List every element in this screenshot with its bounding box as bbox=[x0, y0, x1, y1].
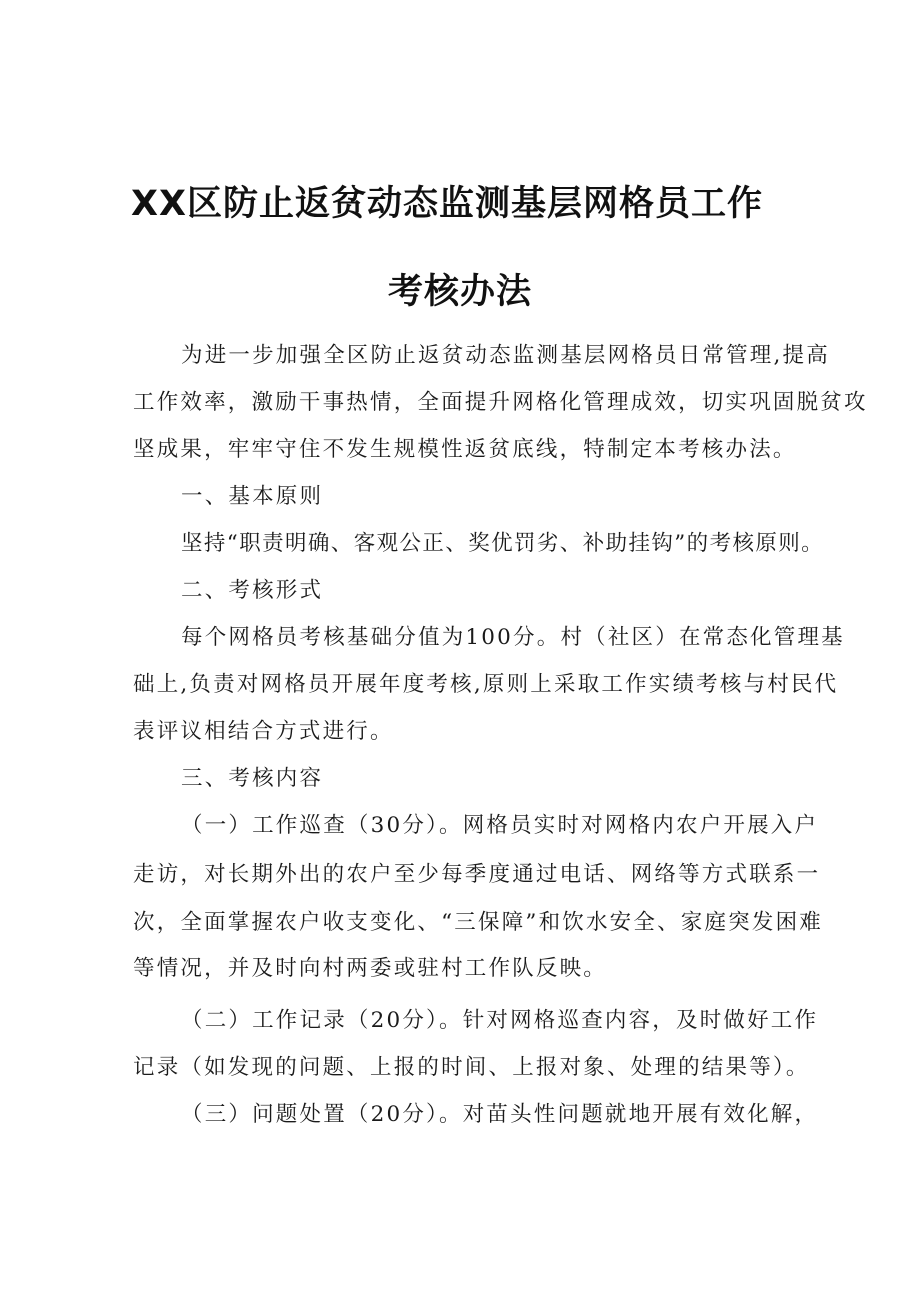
section-1-line-1: 坚持“职责明确、客观公正、奖优罚劣、补助挂钩”的考核原则。 bbox=[181, 531, 825, 556]
section-3-heading: 三、考核内容 bbox=[181, 766, 324, 791]
section-3-item-1-line-4: 等情况，并及时向村两委或驻村工作队反映。 bbox=[133, 956, 608, 981]
document-title-line-1: XX区防止返贫动态监测基层网格员工作 bbox=[131, 184, 763, 224]
section-3-item-1-line-3: 次，全面掌握农户收支变化、“三保障”和饮水安全、家庭突发困难 bbox=[133, 910, 823, 935]
section-2-line-1: 每个网格员考核基础分值为100分。村（社区）在常态化管理基 bbox=[181, 625, 845, 650]
section-2-line-2: 础上,负责对网格员开展年度考核,原则上采取工作实绩考核与村民代 bbox=[133, 672, 839, 697]
section-3-item-2-line-2: 记录（如发现的问题、上报的时间、上报对象、处理的结果等）。 bbox=[133, 1055, 810, 1080]
section-2-heading: 二、考核形式 bbox=[181, 578, 324, 603]
intro-line-1: 为进一步加强全区防止返贫动态监测基层网格员日常管理,提高 bbox=[181, 343, 830, 368]
section-3-item-2-line-1: （二）工作记录（20分）。针对网格巡查内容，及时做好工作 bbox=[181, 1008, 819, 1033]
section-3-item-1-line-1: （一）工作巡查（30分）。网格员实时对网格内农户开展入户 bbox=[181, 813, 819, 838]
intro-line-3: 坚成果，牢牢守住不发生规模性返贫底线，特制定本考核办法。 bbox=[133, 437, 797, 462]
section-3-item-3-line-1: （三）问题处置（20分）。对苗头性问题就地开展有效化解， bbox=[181, 1102, 819, 1127]
section-3-item-1-line-2: 走访，对长期外出的农户至少每季度通过电话、网络等方式联系一 bbox=[133, 862, 821, 887]
document-title-line-2: 考核办法 bbox=[387, 272, 532, 312]
section-1-heading: 一、基本原则 bbox=[181, 484, 324, 509]
intro-line-2: 工作效率，激励干事热情，全面提升网格化管理成效，切实巩固脱贫攻 bbox=[133, 390, 868, 415]
section-2-line-3: 表评议相结合方式进行。 bbox=[133, 719, 394, 744]
